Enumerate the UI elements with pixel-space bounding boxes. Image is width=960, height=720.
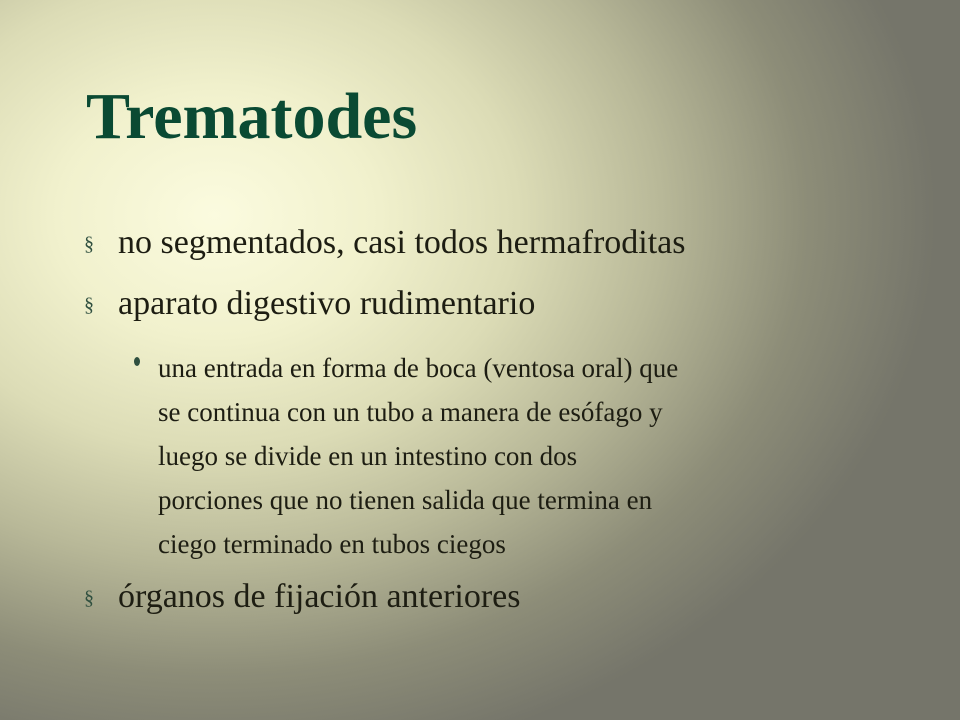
round-bullet-icon xyxy=(134,357,140,366)
sub-bullet-line-1: una entrada en forma de boca (ventosa oral) que xyxy=(158,353,679,383)
section-marker-icon: § xyxy=(84,233,94,255)
bullet-item-2 xyxy=(0,287,960,327)
sub-bullet-line-3: luego se divide en un intestino con dos xyxy=(158,441,578,471)
sub-bullet-line-5: ciego terminado en tubos ciegos xyxy=(158,529,506,559)
section-marker-icon: § xyxy=(84,587,94,609)
bullet-item-3 xyxy=(0,580,960,620)
slide-title: Trematodes xyxy=(86,80,418,153)
bullet-item-1 xyxy=(0,226,960,266)
bullet-text-1: no segmentados, casi todos hermafroditas xyxy=(118,224,686,261)
sub-bullet-line-2: se continua con un tubo a manera de esófago y xyxy=(158,397,663,427)
sub-bullet-line-4: porciones que no tienen salida que termina en xyxy=(158,485,653,515)
bullet-text-2: aparato digestivo rudimentario xyxy=(118,285,536,322)
bullet-text-3: órganos de fijación anteriores xyxy=(118,578,521,615)
sub-bullet-item xyxy=(158,346,888,566)
section-marker-icon: § xyxy=(84,294,94,316)
